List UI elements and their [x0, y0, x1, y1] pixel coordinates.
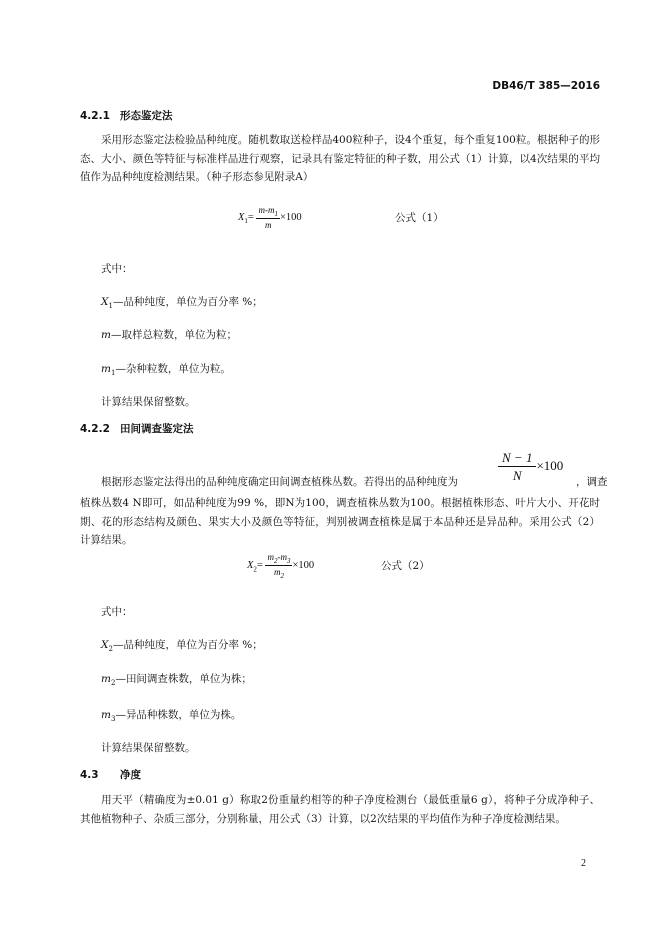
section-title: 田间调查鉴定法	[120, 423, 194, 435]
paragraph-field-line1: 根据形态鉴定法得出的品种纯度确定田间调查植株丛数。若得出的品种纯度为	[101, 476, 458, 488]
section-title: 形态鉴定法	[120, 110, 173, 122]
section-heading-4-2-2	[80, 421, 194, 436]
formula-multiplier: ×100	[279, 211, 302, 223]
formula-fraction	[265, 552, 292, 580]
definition-m1: $m_1—$杂种粒数，单位为粒。	[101, 363, 231, 378]
formula-lhs-sub: 2	[253, 565, 257, 574]
paragraph-text: 用天平（精确度为±0.01 g）称取2份重量约相等的种子净度检测台（最低重量6 g），将种子分成净种子、其他植物种子、杂质三部分，分别称量，用公式（3）计算，以2次结果的平均值作为种子净度检测结果。	[80, 794, 600, 825]
fraction-numerator: $m-m_1$	[258, 205, 278, 218]
inline-fraction	[498, 450, 536, 484]
formula-2	[247, 552, 314, 580]
result-note-1: 计算结果保留整数。	[101, 396, 196, 408]
formula-multiplier: ×100	[292, 560, 315, 572]
paragraph-text: 采用形态鉴定法检验品种纯度。随机数取送检样品400粒种子，设4个重复，每个重复100粒。根据种子的形态、大小、颜色等特征与标准样品进行观察，记录具有鉴定特征的种子数，用公式（1）计算，以4次结果的平均值作为品种纯度检测结果。（种子形态参见附录A）	[80, 134, 600, 183]
where-label: 式中：	[101, 263, 133, 275]
paragraph-field-rest: 植株丛数4 N即可，如品种纯度为99 %，即N为100，调查植株丛数为100。根据植株形态、叶片大小、开花时期、花的形态结构及颜色、果实大小及颜色等特征，判别被调查植株是属于本品种还是异品种。采用公式（2）计算结果。	[80, 497, 600, 546]
paragraph-purity	[80, 791, 600, 828]
section-heading-4-3	[80, 767, 141, 782]
formula-lhs: X	[238, 211, 245, 223]
formula-fraction	[256, 205, 280, 230]
paragraph-morphology-method	[80, 131, 600, 187]
section-title: 净度	[120, 769, 141, 781]
formula-1-label: 公式（1）	[395, 212, 444, 224]
paragraph-field-line1-end: ，调查	[576, 476, 608, 488]
fraction-denominator: $m_2$	[273, 566, 284, 580]
definition-m2: $m_2—$田间调查株数，单位为株；	[101, 673, 252, 688]
formula-lhs: X	[247, 560, 254, 572]
formula-1	[238, 205, 302, 230]
formula-eq: =	[247, 211, 254, 223]
inline-fraction-numerator: N − 1	[498, 450, 536, 467]
fraction-denominator: m	[264, 219, 272, 230]
inline-multiplier: ×100	[536, 457, 564, 473]
formula-lhs-sub: 1	[244, 216, 248, 225]
section-number: 4.2.1	[80, 110, 110, 122]
formula-eq: =	[256, 560, 263, 572]
definition-m3: $m_3—$异品种株数，单位为株。	[101, 709, 242, 724]
inline-fraction-formula	[498, 450, 563, 484]
definition-x1: $X_1—$品种纯度，单位为百分率 %；	[101, 296, 263, 311]
where-label: 式中：	[101, 606, 133, 618]
section-number: 4.3	[80, 769, 99, 781]
definition-m: m—取样总粒数，单位为粒；	[101, 329, 237, 341]
inline-fraction-denominator: N	[512, 468, 522, 483]
section-heading-4-2-1	[80, 108, 173, 123]
document-id-header: DB46/T 385—2016	[492, 80, 600, 92]
definition-x2: $X_2—$品种纯度，单位为百分率 %；	[101, 639, 263, 654]
result-note-2: 计算结果保留整数。	[101, 742, 196, 754]
formula-2-label: 公式（2）	[381, 560, 430, 572]
section-number: 4.2.2	[80, 423, 110, 435]
page-number: 2	[581, 858, 586, 869]
fraction-numerator: $m_2-m_3$	[267, 552, 291, 565]
